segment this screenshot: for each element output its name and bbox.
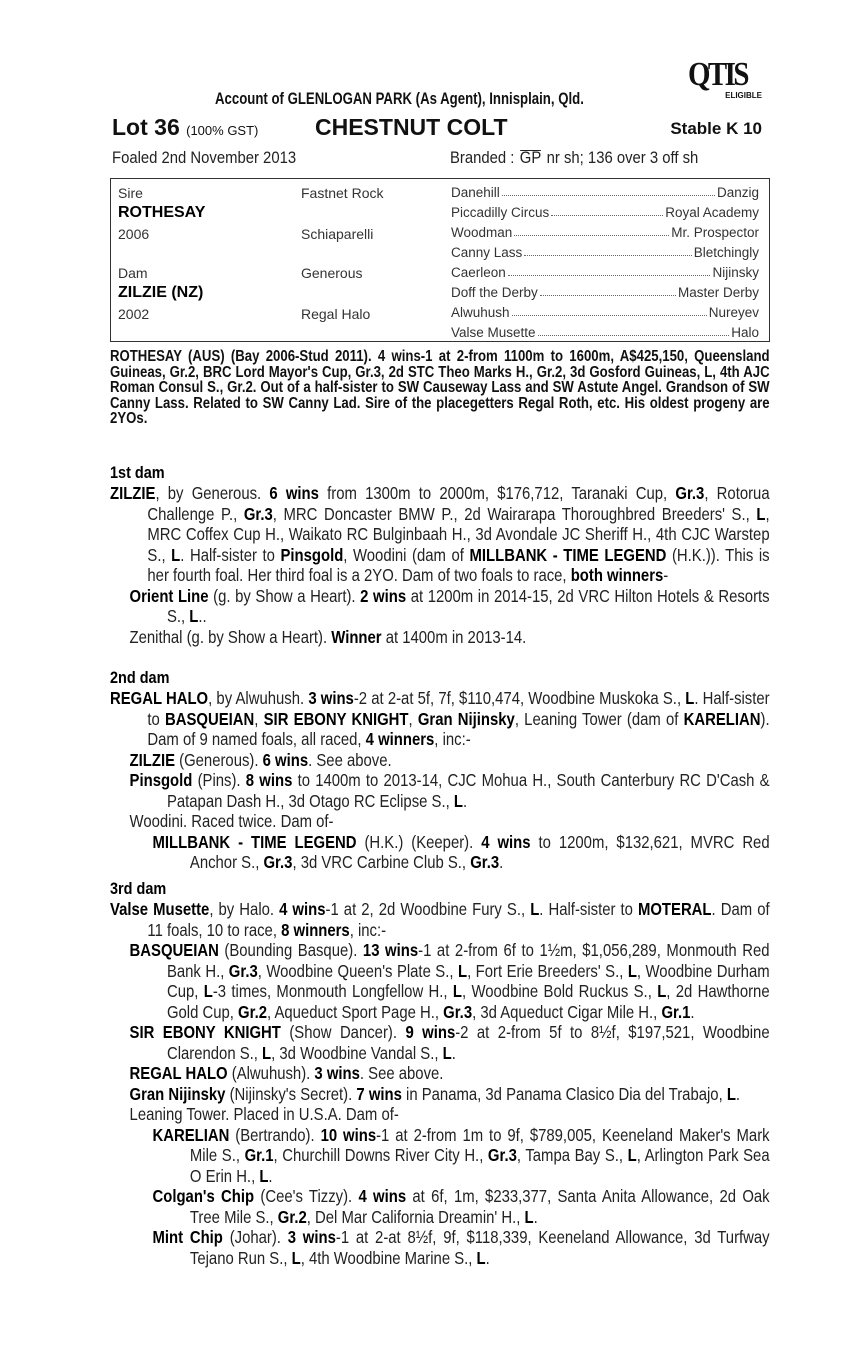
highlighted-text: MOTERAL bbox=[637, 899, 712, 919]
highlighted-text: L bbox=[657, 981, 667, 1001]
dam-heading: 3rd dam bbox=[110, 879, 167, 898]
highlighted-text: L bbox=[171, 544, 181, 565]
great-grandparent-row bbox=[451, 205, 759, 220]
horse-name: Doff the Derby bbox=[451, 285, 538, 300]
highlighted-text: 13 wins bbox=[362, 940, 419, 960]
highlighted-text: KARELIAN bbox=[152, 1124, 230, 1145]
highlighted-text: SIR EBONY KNIGHT bbox=[263, 708, 409, 729]
highlighted-text: SIR EBONY KNIGHT bbox=[129, 1022, 281, 1042]
highlighted-text: 8 winners bbox=[281, 919, 350, 940]
entry-text: . bbox=[499, 852, 504, 872]
entry-text: (Pins). bbox=[192, 770, 246, 790]
second-dam-section bbox=[110, 668, 770, 873]
entry-text: (H.K.) (Keeper). bbox=[356, 831, 482, 852]
entry-text: to 1400m to 2013-14, CJC Mohua H., South Canterbury RC D'Cash & Patapan Dash H., 3d Otago RC Eclipse S., bbox=[166, 770, 770, 811]
highlighted-text: 3 wins bbox=[308, 688, 354, 708]
dam-year: 2002 bbox=[118, 306, 150, 322]
highlighted-text: Colgan's Chip bbox=[152, 1186, 255, 1206]
dot-leader bbox=[540, 285, 676, 296]
highlighted-text: BASQUEIAN bbox=[129, 940, 219, 960]
entry-text: , 2d Hawthorne Gold Cup, bbox=[166, 981, 770, 1022]
great-grandparent-row bbox=[451, 225, 759, 240]
dot-leader bbox=[538, 325, 730, 336]
entry-text: . bbox=[533, 1206, 538, 1227]
entry-text: (Bounding Basque). bbox=[218, 940, 363, 960]
sire-of-horse: Royal Academy bbox=[665, 205, 759, 220]
entry-text: -1 at 2, 2d Woodbine Fury S., bbox=[325, 899, 531, 919]
highlighted-text: Mint Chip bbox=[152, 1227, 223, 1247]
entry-text: , Fort Erie Breeders' S., bbox=[467, 960, 628, 981]
highlighted-text: L bbox=[442, 1042, 452, 1063]
pedigree-entry bbox=[110, 832, 770, 873]
highlighted-text: BASQUEIAN bbox=[165, 708, 255, 729]
highlighted-text: Pinsgold bbox=[280, 544, 344, 565]
highlighted-text: Gr.1 bbox=[244, 1145, 274, 1165]
entry-text: (Generous). bbox=[174, 749, 263, 770]
entry-text: Woodini. Raced twice. Dam of- bbox=[129, 811, 334, 831]
entry-text: , 3d VRC Carbine Club S., bbox=[292, 852, 471, 872]
sire-summary-text: ROTHESAY (AUS) (Bay 2006-Stud 2011). 4 wins-1 at 2-from 1100m to 1600m, A$425,150, Queensland Guineas, Gr.2, BRC Lord Mayor's Cup, Gr.3, 2d STC Theo Marks H., Gr.2, 3d Gosford Guineas, L, 4th AJC Roman Consul S., Gr.2. Out of a half-sister to SW Causeway Lass and SW Astute Angel. Grandson of SW Canny Lass. Related to SW Canny Lad. Sire of the placegetters Regal Roth, etc. His oldest progeny are 2YOs. bbox=[110, 348, 770, 427]
entry-text: , Churchill Downs River City H., bbox=[273, 1145, 488, 1165]
first-dam-section bbox=[110, 463, 770, 647]
highlighted-text: Gr.3 bbox=[228, 960, 258, 981]
entry-text: , inc:- bbox=[434, 729, 471, 749]
great-grandparent-row bbox=[451, 325, 759, 340]
logo-text: QTIS bbox=[688, 56, 747, 93]
qtis-eligible-logo bbox=[688, 58, 768, 102]
highlighted-text: Gr.2 bbox=[238, 1001, 268, 1022]
highlighted-text: L bbox=[756, 503, 766, 524]
branded-label: Branded : bbox=[450, 149, 515, 167]
highlighted-text: Gr.3 bbox=[470, 852, 500, 872]
entry-text: .. bbox=[198, 606, 207, 626]
entry-text: (Bertrando). bbox=[229, 1124, 321, 1145]
highlighted-text: L bbox=[262, 1042, 272, 1063]
dot-leader bbox=[551, 205, 663, 216]
dot-leader bbox=[508, 265, 711, 276]
sire-label: Sire bbox=[118, 185, 143, 201]
highlighted-text: Gr.2 bbox=[277, 1206, 307, 1227]
entry-text: at 1200m in 2014-15, 2d VRC Hilton Hotels & Resorts S., bbox=[166, 585, 770, 626]
dam-heading: 1st dam bbox=[110, 463, 165, 482]
branding bbox=[450, 149, 698, 168]
granddam: Schiaparelli bbox=[301, 226, 374, 242]
entry-text: -2 at 2-from 5f to 8½f, $197,521, Woodbine Clarendon S., bbox=[166, 1022, 770, 1063]
entry-text: , by Generous. bbox=[155, 483, 270, 503]
entry-text: . Half-sister to bbox=[180, 544, 281, 565]
highlighted-text: Gr.3 bbox=[263, 852, 293, 872]
third-dam-section bbox=[110, 879, 770, 1268]
highlighted-text: L bbox=[685, 688, 695, 708]
dot-leader bbox=[524, 245, 691, 256]
entry-text: , 4th Woodbine Marine S., bbox=[300, 1247, 477, 1268]
pedigree-entry bbox=[110, 627, 770, 648]
entry-text: , Woodbine Bold Ruckus S., bbox=[462, 981, 658, 1001]
highlighted-text: MILLBANK - TIME LEGEND bbox=[469, 544, 667, 565]
highlighted-text: ZILZIE bbox=[110, 483, 156, 503]
brand-description: nr sh; 136 over 3 off sh bbox=[546, 149, 699, 167]
entry-text: (H.K.)). This is her fourth foal. Her third foal is a 2YO. Dam of two foals to race, bbox=[147, 544, 770, 585]
pedigree-entry bbox=[110, 1104, 770, 1125]
horse-name: Alwuhush bbox=[451, 305, 510, 320]
highlighted-text: L bbox=[530, 899, 540, 919]
highlighted-text: Gr.3 bbox=[243, 503, 273, 524]
entry-text: to 1200m, $132,621, MVRC Red Anchor S., bbox=[189, 831, 770, 872]
highlighted-text: L bbox=[203, 981, 213, 1001]
pedigree-entry bbox=[110, 688, 770, 750]
entry-text: , Rotorua Challenge P., bbox=[147, 483, 770, 524]
entry-text: , Woodbine Durham Cup, bbox=[166, 960, 770, 1001]
entry-text: . bbox=[451, 1042, 456, 1063]
highlighted-text: Gran Nijinsky bbox=[417, 708, 515, 729]
highlighted-text: REGAL HALO bbox=[129, 1063, 228, 1083]
sire-of-horse: Halo bbox=[731, 325, 759, 340]
highlighted-text: KARELIAN bbox=[683, 708, 761, 729]
damdam: Regal Halo bbox=[301, 306, 371, 322]
dam-heading: 2nd dam bbox=[110, 668, 170, 687]
entry-text: . bbox=[462, 790, 468, 811]
horse-name: Piccadilly Circus bbox=[451, 205, 550, 220]
vendor-account: Account of GLENLOGAN PARK (As Agent), Innisplain, Qld. bbox=[215, 90, 584, 108]
pedigree-entry bbox=[110, 1125, 770, 1187]
pedigree-entry bbox=[110, 1022, 770, 1063]
highlighted-text: L bbox=[524, 1206, 534, 1227]
entry-text: . bbox=[485, 1247, 490, 1268]
highlighted-text: 3 wins bbox=[314, 1063, 360, 1083]
entry-text: -3 times, Monmouth Longfellow H., bbox=[212, 981, 453, 1001]
entry-text: , by Halo. bbox=[209, 899, 280, 919]
highlighted-text: 2 wins bbox=[360, 585, 407, 606]
pedigree-entry bbox=[110, 899, 770, 940]
highlighted-text: L bbox=[476, 1247, 486, 1268]
entry-text: . Half-sister to bbox=[539, 899, 638, 919]
entry-text: , Del Mar California Dreamin' H., bbox=[306, 1206, 525, 1227]
highlighted-text: Winner bbox=[331, 626, 382, 647]
entry-text: , by Alwuhush. bbox=[208, 688, 309, 708]
entry-text: . Half-sister to bbox=[147, 688, 770, 729]
entry-text: , Leaning Tower (dam of bbox=[514, 708, 684, 729]
entry-text: Zenithal (g. by Show a Heart). bbox=[129, 626, 332, 647]
horse-name: Danehill bbox=[451, 185, 500, 200]
entry-text: Leaning Tower. Placed in U.S.A. Dam of- bbox=[129, 1104, 399, 1124]
entry-text: -2 at 2-at 5f, 7f, $110,474, Woodbine Muskoka S., bbox=[353, 688, 686, 708]
horse-name: Canny Lass bbox=[451, 245, 523, 260]
sire-of-horse: Master Derby bbox=[677, 285, 759, 300]
sire-of-horse: Bletchingly bbox=[693, 245, 759, 260]
entry-text: , inc:- bbox=[349, 919, 387, 940]
sire-name: ROTHESAY bbox=[118, 204, 206, 221]
highlighted-text: 6 wins bbox=[269, 483, 319, 503]
highlighted-text: L bbox=[726, 1083, 736, 1104]
dam-label: Dam bbox=[118, 265, 148, 281]
entry-text: (Alwuhush). bbox=[227, 1063, 315, 1083]
entry-text: (Nijinsky's Secret). bbox=[225, 1083, 357, 1104]
entry-text: from 1300m to 2000m, $176,712, Taranaki Cup, bbox=[318, 483, 676, 503]
entry-text: (g. by Show a Heart). bbox=[208, 585, 361, 606]
highlighted-text: L bbox=[291, 1247, 301, 1268]
highlighted-text: L bbox=[627, 1145, 637, 1165]
entry-text: , MRC Coffex Cup H., Waikato RC Bulginbaah H., 3d Avondale JC Sheriff H., 4th CJC Warstep S., bbox=[147, 503, 770, 565]
entry-text: . See above. bbox=[308, 749, 392, 770]
horse-name: Woodman bbox=[451, 225, 513, 240]
entry-text: , Arlington Park Sea O Erin H., bbox=[189, 1145, 770, 1186]
grandsire: Fastnet Rock bbox=[301, 185, 384, 201]
dot-leader bbox=[512, 305, 707, 316]
lot-line bbox=[112, 114, 772, 140]
dot-leader bbox=[502, 185, 715, 196]
great-grandparent-row bbox=[451, 305, 759, 320]
entry-text: , bbox=[408, 708, 418, 729]
pedigree-entry bbox=[110, 750, 770, 771]
highlighted-text: MILLBANK - TIME LEGEND bbox=[152, 831, 357, 852]
highlighted-text: Valse Musette bbox=[110, 899, 210, 919]
pedigree-entry bbox=[110, 770, 770, 811]
entry-text: in Panama, 3d Panama Clasico Dia del Trabajo, bbox=[401, 1083, 727, 1104]
entry-text: (Show Dancer). bbox=[280, 1022, 406, 1042]
sire-of-horse: Danzig bbox=[716, 185, 759, 200]
horse-name: Valse Musette bbox=[451, 325, 536, 340]
highlighted-text: Gr.3 bbox=[443, 1001, 473, 1022]
dot-leader bbox=[514, 225, 669, 236]
highlighted-text: 4 wins bbox=[481, 831, 531, 852]
entry-text: -1 at 2-from 6f to 1½m, $1,056,289, Monmouth Red Bank H., bbox=[166, 940, 770, 981]
horse-name: Caerleon bbox=[451, 265, 506, 280]
highlighted-text: L bbox=[627, 960, 637, 981]
highlighted-text: REGAL HALO bbox=[110, 688, 209, 708]
foaled-date: Foaled 2nd November 2013 bbox=[112, 149, 297, 167]
sire-year: 2006 bbox=[118, 226, 150, 242]
pedigree-entry bbox=[110, 483, 770, 586]
highlighted-text: L bbox=[259, 1165, 269, 1186]
highlighted-text: 9 wins bbox=[405, 1022, 456, 1042]
entry-text: , Woodini (dam of bbox=[343, 544, 470, 565]
damsire: Generous bbox=[301, 265, 363, 281]
entry-text: ). Dam of 9 named foals, all raced, bbox=[147, 708, 770, 749]
highlighted-text: 6 wins bbox=[262, 749, 309, 770]
entry-text: (Cee's Tizzy). bbox=[254, 1186, 359, 1206]
highlighted-text: Pinsgold bbox=[129, 770, 193, 790]
sire-of-horse: Nureyev bbox=[708, 305, 759, 320]
highlighted-text: Gr.3 bbox=[487, 1145, 517, 1165]
highlighted-text: Gr.3 bbox=[675, 483, 705, 503]
highlighted-text: 8 wins bbox=[245, 770, 293, 790]
entry-text: . bbox=[735, 1083, 741, 1104]
entry-text: . bbox=[690, 1001, 695, 1022]
pedigree-entry bbox=[110, 1084, 770, 1105]
entry-text: , MRC Doncaster BMW P., 2d Wairarapa Thoroughbred Breeders' S., bbox=[272, 503, 757, 524]
highlighted-text: 3 wins bbox=[287, 1227, 336, 1247]
great-grandparent-row bbox=[451, 185, 759, 200]
highlighted-text: 10 wins bbox=[320, 1124, 377, 1145]
highlighted-text: 4 wins bbox=[358, 1186, 407, 1206]
great-grandparent-row bbox=[451, 245, 759, 260]
entry-text: . Dam of 11 foals, 10 to race, bbox=[147, 899, 770, 940]
highlighted-text: L bbox=[452, 981, 463, 1001]
entry-text: , 3d Aqueduct Cigar Mile H., bbox=[472, 1001, 662, 1022]
entry-text: - bbox=[663, 565, 669, 585]
pedigree-entry bbox=[110, 1186, 770, 1227]
highlighted-text: 4 wins bbox=[279, 899, 326, 919]
entry-text: -1 at 2-from 1m to 9f, $789,005, Keeneland Maker's Mark Mile S., bbox=[189, 1124, 770, 1165]
entry-text: , 3d Woodbine Vandal S., bbox=[271, 1042, 443, 1063]
highlighted-text: ZILZIE bbox=[129, 749, 175, 770]
highlighted-text: both winners bbox=[570, 565, 664, 585]
sire-summary bbox=[110, 349, 770, 427]
great-grandparent-row bbox=[451, 265, 759, 280]
entry-text: , Tampa Bay S., bbox=[516, 1145, 628, 1165]
entry-text: , Woodbine Queen's Plate S., bbox=[257, 960, 458, 981]
highlighted-text: Gran Nijinsky bbox=[129, 1083, 226, 1104]
sire-of-horse: Nijinsky bbox=[712, 265, 759, 280]
highlighted-text: 4 winners bbox=[365, 729, 435, 749]
highlighted-text: Orient Line bbox=[129, 585, 209, 606]
lot-label: Lot 36 bbox=[112, 114, 180, 140]
lot-number bbox=[112, 114, 258, 141]
highlighted-text: 7 wins bbox=[356, 1083, 402, 1104]
stable-location: Stable K 10 bbox=[670, 119, 762, 138]
entry-text: . bbox=[268, 1165, 273, 1186]
great-grandparent-row bbox=[451, 285, 759, 300]
logo-subtext: ELIGIBLE bbox=[725, 91, 762, 100]
entry-text: at 1400m in 2013-14. bbox=[381, 626, 527, 647]
entry-text: , Aqueduct Sport Page H., bbox=[267, 1001, 444, 1022]
highlighted-text: L bbox=[453, 790, 463, 811]
gst-note: (100% GST) bbox=[186, 123, 259, 138]
sire-of-horse: Mr. Prospector bbox=[671, 225, 759, 240]
highlighted-text: Gr.1 bbox=[661, 1001, 691, 1022]
pedigree-entry bbox=[110, 586, 770, 627]
pedigree-entry bbox=[110, 940, 770, 1022]
pedigree-table bbox=[110, 178, 770, 342]
entry-text: -1 at 2-at 8½f, 9f, $118,339, Keeneland Allowance, 3d Turfway Tejano Run S., bbox=[189, 1227, 770, 1268]
entry-text: at 6f, 1m, $233,377, Santa Anita Allowance, 2d Oak Tree Mile S., bbox=[189, 1186, 770, 1227]
colour-sex: CHESTNUT COLT bbox=[315, 114, 508, 140]
brand-mark: GP bbox=[519, 149, 542, 167]
pedigree-entry bbox=[110, 811, 770, 832]
pedigree-entry bbox=[110, 1063, 770, 1084]
pedigree-entry bbox=[110, 1227, 770, 1268]
entry-text: . See above. bbox=[359, 1063, 444, 1083]
dam-name: ZILZIE (NZ) bbox=[118, 284, 204, 301]
entry-text: (Johar). bbox=[222, 1227, 288, 1247]
highlighted-text: L bbox=[457, 960, 468, 981]
entry-text: , bbox=[254, 708, 264, 729]
highlighted-text: L bbox=[189, 606, 199, 626]
